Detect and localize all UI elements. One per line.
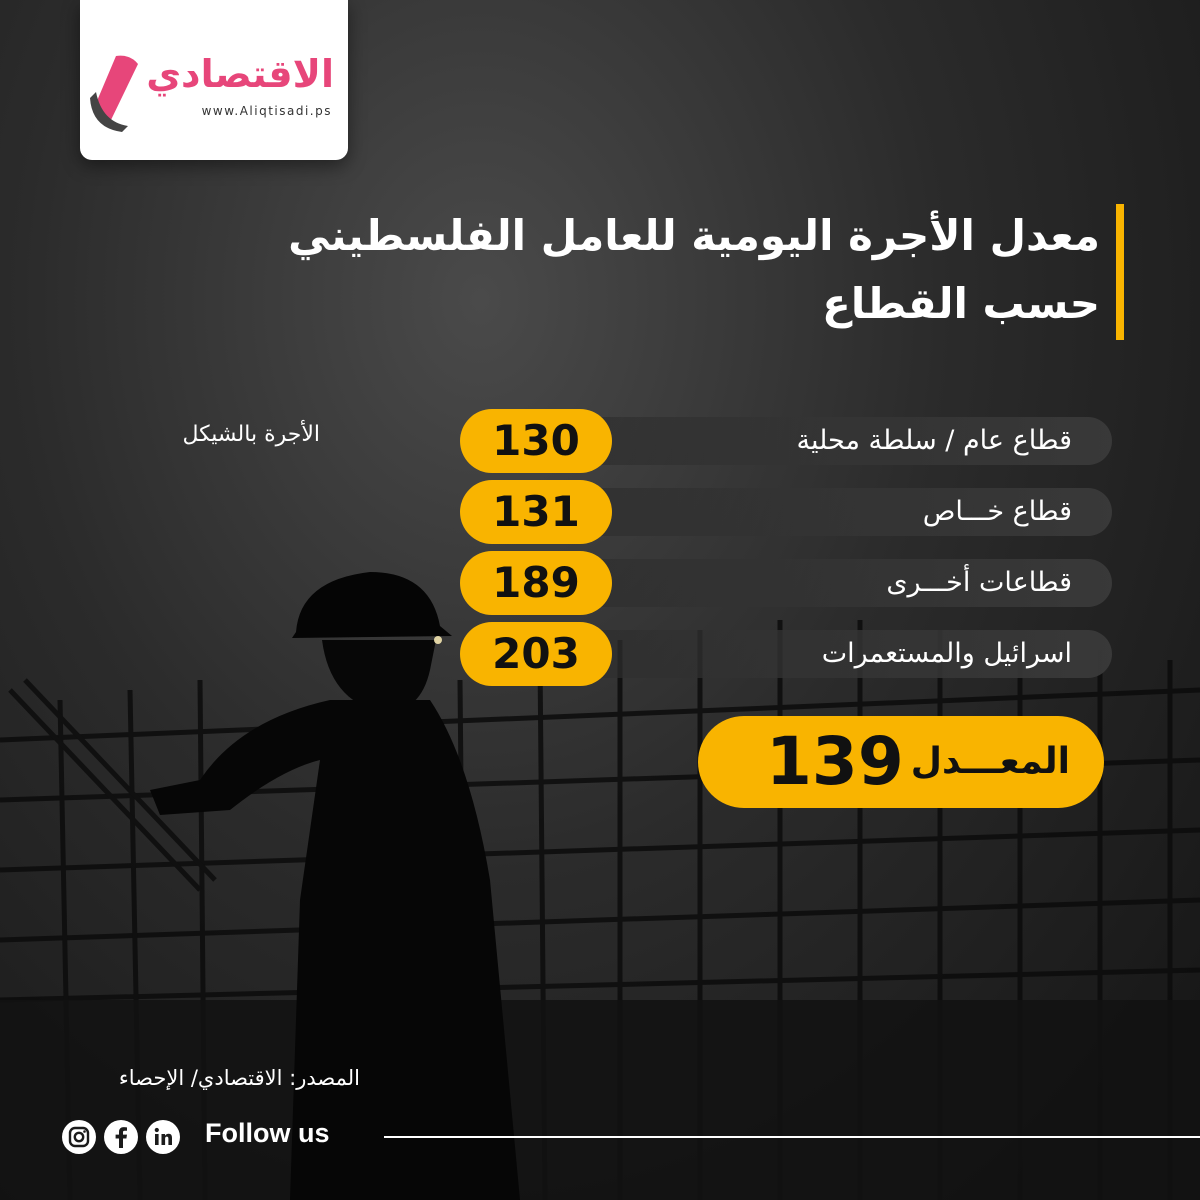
category-label: قطاع عام / سلطة محلية <box>796 425 1072 456</box>
logo-card[interactable] <box>80 0 348 160</box>
title-accent-bar <box>1116 204 1124 340</box>
linkedin-icon[interactable] <box>146 1120 180 1154</box>
chart-title <box>100 202 1100 338</box>
logo-mark-icon <box>86 52 146 134</box>
facebook-icon[interactable] <box>104 1120 138 1154</box>
instagram-icon[interactable] <box>62 1120 96 1154</box>
value-pill: 130 <box>460 409 612 473</box>
chart-title-line-2: حسب القطاع <box>822 279 1100 328</box>
value-pill: 131 <box>460 480 612 544</box>
follow-divider <box>384 1136 1200 1138</box>
category-label: اسرائيل والمستعمرات <box>821 638 1072 669</box>
unit-label: الأجرة بالشيكل <box>182 422 320 447</box>
value-pill: 203 <box>460 622 612 686</box>
category-label: قطاعات أخـــرى <box>886 567 1072 598</box>
source-note: المصدر: الاقتصادي/ الإحصاء <box>118 1066 360 1090</box>
average-value: 139 <box>766 723 904 800</box>
average-pill <box>698 716 1104 808</box>
logo-url: www.Aliqtisadi.ps <box>201 104 332 118</box>
value-pill: 189 <box>460 551 612 615</box>
logo-name: الاقتصادي <box>146 52 334 96</box>
follow-us-label: Follow us <box>205 1118 330 1148</box>
average-label: المعـــدل <box>910 741 1070 782</box>
chart-title-line-1: معدل الأجرة اليومية للعامل الفلسطيني <box>288 211 1100 260</box>
category-label: قطاع خـــاص <box>922 496 1072 527</box>
